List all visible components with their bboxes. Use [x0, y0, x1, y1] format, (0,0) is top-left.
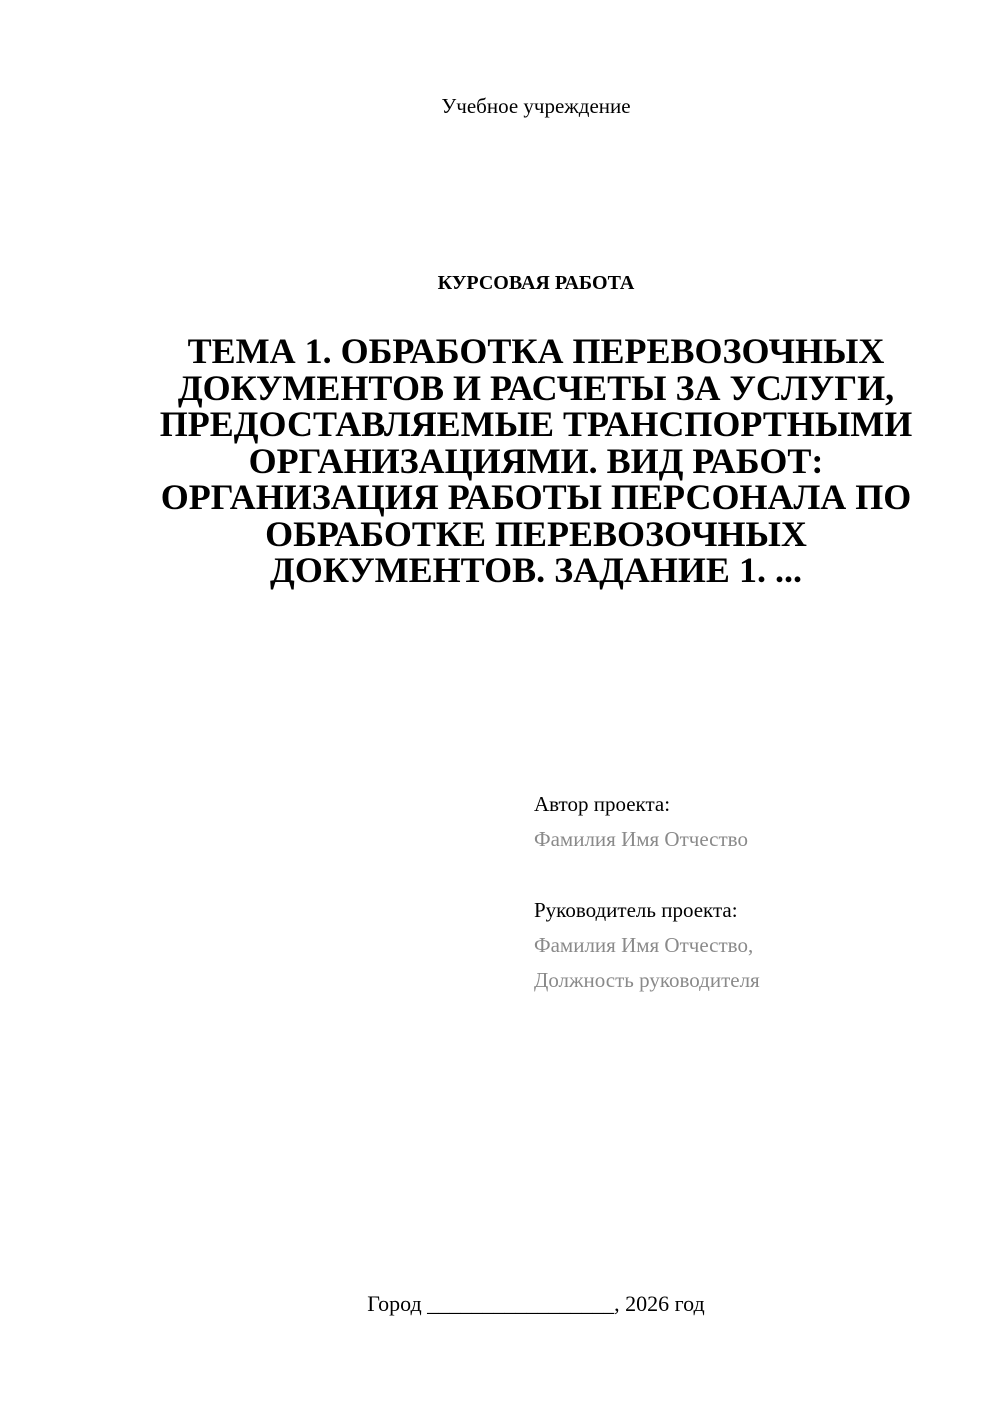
work-type-heading: КУРСОВАЯ РАБОТА [437, 272, 635, 294]
institution-name: Учебное учреждение [441, 94, 631, 118]
city-year-line: Город _________________, 2026 год [367, 1291, 705, 1316]
supervisor-position: Должность руководителя [534, 968, 760, 992]
topic-title: ТЕМА 1. ОБРАБОТКА ПЕРЕВОЗОЧНЫХ ДОКУМЕНТОВ И РАСЧЕТЫ ЗА УСЛУГИ, ПРЕДОСТАВЛЯЕМЫЕ ТРАНСПОРТНЫМИ ОРГАНИЗАЦИЯМИ. ВИД РАБОТ: ОРГАНИЗАЦИЯ РАБОТЫ ПЕРСОНАЛА ПО ОБРАБОТКЕ ПЕРЕВОЗОЧНЫХ ДОКУМЕНТОВ. ЗАДАНИЕ 1. ... [159, 331, 913, 590]
credits-block [534, 787, 974, 998]
supervisor-name: Фамилия Имя Отчество, [534, 933, 754, 957]
supervisor-label: Руководитель проекта: [534, 898, 738, 922]
credits-spacer [534, 857, 974, 893]
author-name: Фамилия Имя Отчество [534, 827, 748, 851]
author-label: Автор проекта: [534, 792, 671, 816]
